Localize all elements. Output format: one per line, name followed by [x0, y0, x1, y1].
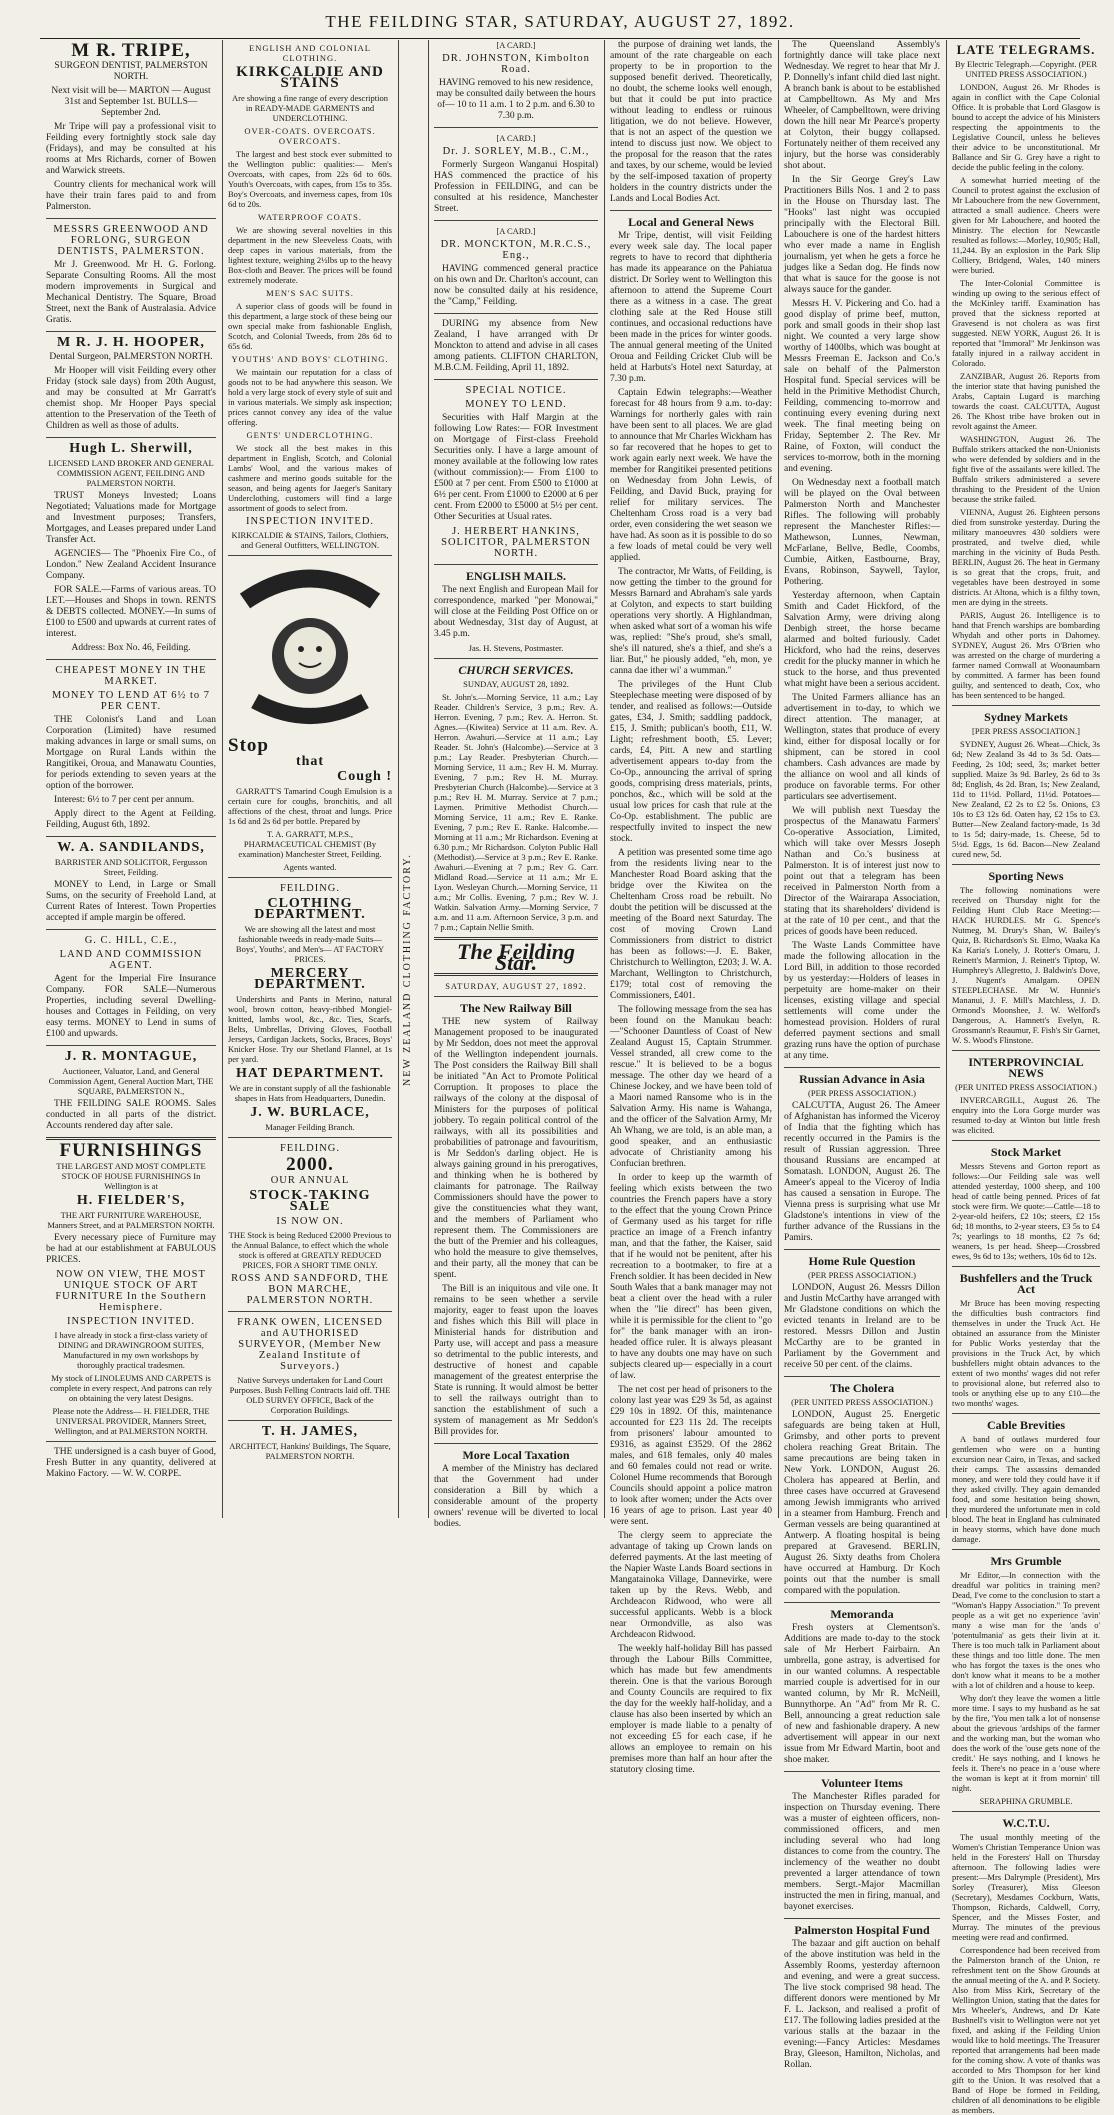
is-now-on: IS NOW ON. [276, 1216, 344, 1227]
column-2 [222, 40, 398, 1518]
local-body: A member of the Ministry has declared that the Government had under consideration a Bill by which a considerable amount of the property owners' revenue will be diverted to local bodies. [434, 1464, 598, 1529]
stocktaking-heading: STOCK-TAKING SALE [249, 1188, 371, 1214]
hospital-head: Palmerston Hospital Fund [794, 1923, 930, 1937]
stock-market-body: Messrs Stevens and Gorton report as follows:—Our Feilding sale was well attended yesterday, 1000 sheep, and 100 head of cattle being penned. Prices of fat stock were firm. We quote:—Cattle—18 to 2-year-old heifers, £2 10s; steers, £2 15s 6d; 18 months, to 2-year steers, £3 5s to £4 7s; yearlings to 18 months, £2 7s 6d; weaners, 1s per head. Sheep—Crossbred ewes, 9s 6d to 13s; wethers, 10s 6d to 12s. [952, 1161, 1100, 1261]
clothing-body: We are showing all the latest and most fashionable tweeds in ready-made Suits—Boys', Youths', and Men's— AT FACTORY PRICES. [235, 924, 385, 964]
fielder-address: THE ART FURNITURE WAREHOUSE, Manners Street, and at PALMERSTON NORTH. [47, 1210, 215, 1230]
column-rule [398, 40, 399, 1518]
hooper-name: M R. J. H. HOOPER, [57, 335, 205, 350]
fielder-body: Every necessary piece of Furniture may be had at our establishment at FABULOUS PRICES. [46, 1233, 216, 1265]
masthead: THE FEILDING STAR, SATURDAY, AUGUST 27, 1892. [325, 12, 795, 31]
annual-heading: OUR ANNUAL [270, 1175, 350, 1186]
that-heading: that [295, 754, 325, 769]
inspection-invited: INSPECTION INVITED. [245, 516, 375, 527]
mrs-grumble-body-2: Why don't they leave the women a little more time. I says to my husband as he sat by the fire, 'You men talk a lot of nonsense about the grievous 'ardships of the farmer and the working man, but the woman who does the work of the 'ouse gets none of the credit.' He says nothing, and I knows he feels it. There's no peace in a 'ouse where the woman is kept at it from mornin' till night. [952, 1693, 1100, 1793]
cough-heading: Cough ! [337, 769, 392, 784]
fielder-invited: INSPECTION INVITED. [66, 1316, 196, 1327]
overcoats-body: The largest and best stock ever submitted to the Wellington public: qualities:— Men's Overcoats, with capes, from 22s 6d to 60s. Youth's Overcoats, with capes, from 15s to 35s. Boy's Overcoats, and inverness capes, from 10s 6d to 20s. [228, 149, 392, 209]
monckton-name: DR. MONCKTON, M.R.C.S., Eng., [440, 239, 592, 261]
sherwill-title: LICENSED LAND BROKER AND GENERAL COMMISSION AGENT, FEILDING AND PALMERSTON NORTH. [48, 458, 214, 488]
year-2000: 2000. [286, 1154, 334, 1175]
memoranda-head: Memoranda [830, 1607, 894, 1621]
johnston-name: DR. JOHNSTON, Kimbolton Road. [442, 53, 590, 75]
burlace-name: J. W. BURLACE, [250, 1105, 370, 1120]
mails-body: The next English and European Mail for correspondence, marked "per Monowai," will close at the Feilding Post Office on or about Wednesday, 31st day of August, at 3.45 p.m. [434, 585, 598, 639]
cholera-head: The Cholera [829, 1381, 895, 1395]
cable-body: A band of outlaws murdered four gentlemen who were on a hunting excursion near Cairo, in Texas, and sacked their camps. The assassins demanded money, and were told they could have it if they asked civilly. They again demanded food, and some hesitation being shown, they murdered the unfortunate men in cold blood. The heat in England has culminated in heavy storms, which have done much damage. [952, 1434, 1100, 1544]
tripe-country: Country clients for mechanical work will have their train fares paid to and from Palmerston. [46, 180, 216, 212]
hat-body: We are in constant supply of all the fashionable shapes in Hats from Headquarters, Dunedin. [229, 1083, 391, 1103]
mercery-head: MERCERY DEPARTMENT. [254, 966, 366, 992]
hat-head: HAT DEPARTMENT. [235, 1066, 385, 1081]
memoranda-body: Fresh oysters at Clementson's. Additions are made to-day to the stock sale of Mr Herbert Fairbairn. An umbrella, gone astray, is advertised for in our wanted columns. A respectable married couple is advertised for in our wanted column, by Mr R. McNeill, Bunnythorpe. An "Ad" from Mr R. C. Bell, announcing a great reduction sale of new and fashionable drapery. A new advertisement will appear in our next issue from Mr Edward Martin, boot and shoe maker. [784, 1623, 940, 1765]
cholera-sub: (PER UNITED PRESS ASSOCIATION.) [791, 1397, 933, 1407]
fielder-now: NOW ON VIEW, THE MOST UNIQUE STOCK OF ART FURNITURE In the Southern Hemisphere. [55, 1269, 207, 1313]
sorley-body: Formerly Surgeon Wanganui Hospital) HAS commenced the practice of his Profession in FEILDING, and can be consulted at his residence, Manchester Street. [434, 160, 598, 214]
montague-body: THE FEILDING SALE ROOMS. Sales conducted in all parts of the district. Accounts rendered day after sale. [46, 1099, 216, 1131]
special-notice: SPECIAL NOTICE. [465, 385, 567, 396]
sandilands-body: MONEY to Lend, in Large or Small Sums, on the security of Freehold Land, at Current Rates of Interest. Town Properties accepted if ample margin be offered. [46, 880, 216, 923]
cheapest-heading: CHEAPEST MONEY IN THE MARKET. [55, 665, 207, 687]
news-col5-body-5: Yesterday afternoon, when Captain Smith and Cadet Hickford, of the Salvation Army, were driving along Denbigh street, the horse became alarmed and bolted furiously. Cadet Hickford, who had the reins, deserves credit for the plucky manner in which he stuck to the horse, and thus prevented what might have been a serious accident. [784, 591, 940, 689]
late-body-7: PARIS, August 26. Intelligence is to hand that French warships are bombarding Whydah and other ports in Dahomey. SYDNEY, August 26. Mrs O'Brien who was arrested on the charge of murdering a farmer named Cornwall at Woonaumbarn by committed. A farmer has been found guilty, and sentenced to death, Cox, who has been sentenced to be hanged. [952, 610, 1100, 700]
late-telegrams-sub: By Electric Telegraph.—Copyright. (PER UNITED PRESS ASSOCIATION.) [954, 59, 1098, 79]
corpe-body: THE undersigned is a cash buyer of Good, Fresh Butter in any quantity, delivered at Makino Factory. — W. W. CORPE. [46, 1447, 216, 1479]
railway-body: THE new system of Railway Management proposed to be inaugurated by Mr Seddon, does not meet the approval of the Wellington independent journals. The Post considers the Railway Bill shall be initiated "An Act to Promote Political Corruption. It proposes to place the railways of the colony at the disposal of Ministers for the purposes of political jobbery. To regain political control of the railways, with all its possibilities and probabilities of patronage and favouritism, is Mr Seddon's darling object. He is always gaining ground in his prerogatives, and thinking when he is bothered by claimants for patronage. The Railway Commissioners should have the power to give the constituencies what they want, and the members of Parliament who represent them. The Commissioners are the butt of the Premier and his colleagues, who hold the measure to give themselves, and their party, all the money that can be spent. [434, 1017, 598, 1280]
overcoats-head: OVER-COATS. OVERCOATS. OVERCOATS. [244, 126, 376, 146]
sandilands-name: W. A. SANDILANDS, [57, 840, 205, 855]
news-col5-body-7: We will publish next Tuesday the prospectus of the Manawatu Farmers' Co-operative Association, Limited, which will take over Messrs Joseph Nathan and Co.'s business at Palmerston. It is of interest just now to point out that a telegram has been received in Palmerston North from a Director of the Wairarapa Association, stating that its shareholders' dividend is at the rate of 10 per cent., and that the prices of goods have been reduced. [784, 806, 940, 937]
sherwill-name: Hugh L. Sherwill, [69, 441, 193, 456]
money-body: Securities with Half Margin at the following Low Rates:— FOR Investment on Mortgage of First-class Freehold Securities only. I have a large amount of money available at the following low rates (without commission):— From £100 to £500 at 7 per cent. From £500 to £1000 at 6½ per cent. From £1000 to £2000 at 6 per cent. From £2000 to £5000 at 5½ per cent. Other Securities at Usual rates. [434, 413, 598, 522]
money-lend-title: MONEY TO LEND. [465, 399, 567, 410]
home-rule-body: LONDON, August 26. Messrs Dillon and Justin McCarthy have arranged with Mr Gladstone conditions on which the evicted tenants in Ireland are to be restored. Messrs Dillon and Justin McCarthy are to be granted in Parliament by the Government and receive 50 per cent. of the claims. [784, 1283, 940, 1370]
late-body-5: WASHINGTON, August 26. The Buffalo strikers attacked the non-Unionists who were defended by soldiers and in the fight five of the assailants were killed. The Buffalo strikers administered a severe thrashing to the President of the Union because the strike failed. [952, 434, 1100, 504]
late-body-3: The Inter-Colonial Committee is winding up owing to the serious effect of the McKinley tariff. Examination has proved that the sickness reported at Gravesend is not cholera as was first suggested. NEW YORK, August 26. It is reported that "Immoral" Mr Jenkinson was fatally injured in a railway accident in Colorado. [952, 278, 1100, 368]
wctu-body: The usual monthly meeting of the Women's Christian Temperance Union was held in the Foresters' Hall on Thursday afternoon. The following ladies were present:—Mrs Dalrymple (President), Mrs Sorley (Treasurer), Miss Gleeson (Secretary), Mesdames Cockburn, Watts, Thompson, Richards, Caldwell, Corry, Spencer, and the Misses Foster, and Murray. The minutes of the previous meeting were read and confirmed. [952, 1832, 1100, 1942]
interprovincial-sub: (PER UNITED PRESS ASSOCIATION.) [955, 1082, 1097, 1092]
news-body-3: The contractor, Mr Watts, of Feilding, is now getting the timber to the ground for Messrs Barnard and Abraham's sale yards at Colyton, and expects to start building operations very shortly. A Highlandman, when asked what sort of a woman his wife was, replied: "She's proud, she's small, she's ill natured, she's a thief, and she's a liar. But," he piously added, "eh, mon, ye canna dae ither wi' a wumman." [610, 567, 772, 676]
news-body-5: A petition was presented some time ago from the residents living near to the Manchester Road Board asking that the bridge over the Kiwitea on the Cheltenham Cross road be rebuilt. No doubt the petition will be discussed at the meeting of the Board next Saturday. The cost of moving Crown Land Commissioners from district to district has been as follows:—J. E. Baker, Christchurch to Wellington, £203; J. W. A. Marchant, Wellington to Christchurch, £179; total cost of removing the Commissioners, £401. [610, 848, 772, 1001]
colonial-body: THE Colonist's Land and Loan Corporation (Limited) have resumed making advances in large or small sums, on Mortgage on Rural Lands within the Rangitikei, Oroua, and Manawatu Counties, for periods extending to seven years at the option of the borrower. [46, 715, 216, 791]
church-body: St. John's.—Morning Service, 11 a.m.; Lay Reader. Children's Service, 3 p.m.; Rev. A. Herron. Evening, 7 p.m.; Rev. A. Herron. St. Agnes.—(Kiwitea) Service at 11 a.m. Rev. A. Herron. Awahuri.—Service at 11 a.m.; Lay Reader. St. John's (Halcombe).—Service at 3 p.m.; Lay Reader. Presbyterian Church.—Morning Service, 11 a.m.; Rev H. M. Murray. Evening, 7 p.m.; Rev H. M. Murray. Presbyterian Church (Halcombe).—Service at 3 p.m.; Rev H. M. Murray. Service at 7 p.m.; Laymen. Primitive Methodist Church.—Morning Service, 11 a.m.; Rev E. Ranke. Evening, 7 p.m.; Rev E. Ranke. Halcombe.—Morning at 11 a.m.; Mr Richardson. Evening at 6.30 p.m.; Mr Richardson. Colyton Public Hall (Methodist).—Service at 3 p.m.; Rev E. Ranke. Awahuri.—Evening at 7 p.m.; Rev G. Carr. Midland Road.—Service at 11 a.m.; Mr E. Lyon. Wesleyan Church.—Morning Service, 11 a.m.; Mr Collis. Evening, 7 p.m.; Rev W. J. Watkin. Salvation Army.—Morning Service, 7 a.m. and 11 a.m. Afternoon Service, 3 p.m. and 7 p.m.; Captain Nellie Smith. [434, 692, 598, 932]
late-body: LONDON, August 26. Mr Rhodes is again in conflict with the Cape Colonial Office. It is probable that Lord Glasgow is bound to accept the advice of his Ministers respecting the appointments to the Legislative Council, unless he believes their advice to be unconstitutional. Mr Ballance and Sir G. Grey have a right to decide the public feeling in the colony. [952, 82, 1100, 172]
late-body-2: A somewhat hurried meeting of the Council to protest against the exclusion of Mr Labouchere from the new Government, attracted a small audience. Cheers were given for Mr Labouchere, and hooted the Ministry. The election for Newcastle resulted as follows:—Morley, 10,905; Hall, 11,244. By an explosion in the Park Slip Colliery, Bridgend, Wales, 140 miners were buried. [952, 175, 1100, 275]
sporting-body: The following nominations were received on Thursday night for the Feilding Hunt Club Race Meeting:— HACK HURDLES. Mr G. Spence's Nutmeg, M. Drury's Shan, W. Bailey's Quiz, B. Richardson's St. Elmo, Waaka Ka Ka Karia's Lonely, J. Rotter's Omaru, J. Reinett's Marmion, J. Reinett's Tiptop, W. Humphrey's Allegretto, J. Baldwin's Dove, J. Nugent's Amalgam. OPEN STEEPLECHASE. Mr W. Hunnie's Mananui, J. F. Mill's Matchless, J. D. Ormond's Moonshee, J. W. Welford's Dangerous, A. Hamnett's Evelyn, R. Grossmann's Reaumur, F. Fish's Sir Garnet, W. S. Wood's Flinstone. [952, 885, 1100, 1045]
clothing-head: CLOTHING DEPARTMENT. [254, 896, 366, 922]
news-col5-body: The Queensland Assembly's fortnightly dance will take place next Wednesday. We regret to hear that Mr J. P. Donnelly's infant child died last night. A branch bank is about to be established at Campbelltown. As My and Mrs Wheeler, of Campbelltown, were driving down the hill near Mr Pearce's property at Colyton, their buggy collapsed. Fortunately neither of them received any injury, but the horse was considerably shot about. [784, 40, 940, 171]
burlace-title: Manager Feilding Branch. [265, 1122, 355, 1132]
sandilands-title: BARRISTER AND SOLICITOR, Fergusson Street, Feilding. [54, 857, 208, 877]
russia-sub: (PER PRESS ASSOCIATION.) [808, 1088, 916, 1098]
sherwill-body: TRUST Moneys Invested; Loans Negotiated; Valuations made for Mortgage and Investment purposes; Transfers, Mortgages, and Leases prepared under Land Transfer Act. [46, 491, 216, 545]
sydney-body: SYDNEY, August 26. Wheat—Chick, 3s 6d; New Zealand 3s 4d to 3s 5d. Oats—Feeding, 2s 10d; seed, 3s; market better supplied. Maize 3s 9d. Barley, 2s 6d to 3s 8d; English, 4s 2d. Bran, 1s; New Zealand, 11d to 11½d. Pollard, 11½d. Potatoes—New Zealand, £2 2s to £2 5s. Onions, £3 10s to £3 12s 6d. Oaten hay, £2 15s to £3. Butter—New Zealand factory-made, 1s 3d to 1s 5d; dairy-made, 1s. Cheese, 5d to 5½d. Eggs, 1s 6d. Bacon—New Zealand cured new, 5d. [952, 739, 1100, 859]
sydney-head: Sydney Markets [984, 710, 1068, 724]
late-telegrams-head: LATE TELEGRAMS. [956, 42, 1096, 57]
james-name: T. H. JAMES, [261, 1424, 359, 1439]
wctu-head: W.C.T.U. [1002, 1816, 1050, 1830]
church-head: CHURCH SERVICES. [458, 663, 574, 677]
paper-date: SATURDAY, AUGUST 27, 1892. [445, 981, 587, 991]
james-title: ARCHITECT, Hankins' Buildings, The Square, PALMERSTON NORTH. [229, 1441, 391, 1461]
late-body-4: ZANZIBAR, August 26. Reports from the interior state that having punished the Arabs, Captain Lugard is marching towards the coast. CALCUTTA, August 26. The Khost tribe have broken out in revolt against the Ameer. [952, 371, 1100, 431]
bushfellers-body: Mr Bruce has been moving respecting the difficulties bush contractors find themselves in under the Truck Act. He obtained an assurance from the Minister for Public Works yesterday that the provisions in the Truck Act, by which bushfellers might obtain advances to the extent of two months' wages did not refer to provisional alone, but referred also to tools or anything else up to any £10—the two months' wages. [952, 1298, 1100, 1408]
sporting-head: Sporting News [988, 869, 1064, 883]
column-6 [946, 40, 1106, 2115]
sherwill-to-let: FOR SALE.—Farms of various areas. TO LET.—Houses and Shops in town. RENTS & DEBTS collected. MONEY.—In sums of £100 to £500 and upwards at current rates of interest. [46, 585, 216, 639]
montague-name: J. R. MONTAGUE, [64, 1049, 198, 1064]
news-head: Local and General News [628, 215, 754, 229]
news-col5-body-8: The Waste Lands Committee have made the following allocation in the Lord Bill, in addition to those recorded by us yesterday:—Holders of leases in perpetuity are home-maker on their licenses, existing village and special settlements will come under the homestead provision. Holders of rural deferred payment sections and small grazing runs have the option of purchase at any time. [784, 941, 940, 1061]
fielder-lino: My stock of LINOLEUMS AND CARPETS is complete in every respect, And patrons can rely on obtaining the very latest Designs. [50, 1373, 212, 1403]
gents-head: GENTS' UNDERCLOTHING. [246, 430, 374, 440]
late-body-6: VIENNA, August 26. Eighteen persons died from sunstroke yesterday. During the military manoeuvres 430 soldiers were prostrated, and twelve died, while marching in the vicinity of Buda Pesth. BERLIN, August 26. The heat in Germany is so great that the crops, fruit, and vegetables have been destroyed in some districts. At Altona, which is a filthy town, men are dying in the streets. [952, 507, 1100, 607]
tripe-name: M R. TRIPE, [71, 40, 191, 61]
tripe-visit: Next visit will be— MARTON — August 31st and September 1st. BULLS—September 2nd. [51, 86, 211, 118]
greenwood-body: Mr J. Greenwood. Mr H. G. Forlong. Separate Consulting Rooms. All the most modern improvements in Surgical and Mechanical Dentistry. The Square, Broad Street, next the Bank of Australasia. Advice Gratis. [46, 260, 216, 325]
garratt-sign: T. A. GARRATT, M.P.S., PHARMACEUTICAL CHEMIST (By examination) Manchester Street, Feilding. [238, 829, 382, 859]
owen-name: FRANK OWEN, LICENSED and AUTHORISED SURVEYOR, (Member New Zealand Institute of Surveyors.) [237, 1317, 383, 1372]
kirk-sign: KIRKCALDIE & STAINS, Tailors, Clothiers, and General Outfitters, WELLINGTON. [231, 530, 389, 550]
youths-body: We maintain our reputation for a class of goods not to be had anywhere this season. We hold a very large stock of every style of suit and in various materials. We simply ask inspection; prices cannot convey any idea of the value offering. [228, 367, 392, 427]
sydney-sub: [PER PRESS ASSOCIATION.] [972, 726, 1080, 736]
hankins-name: J. HERBERT HANKINS, SOLICITOR, PALMERSTON NORTH. [441, 526, 591, 559]
mails-head: ENGLISH MAILS. [465, 569, 567, 583]
money-lend-heading: MONEY TO LEND AT 6½ to 7 PER CENT. [51, 690, 211, 712]
suits-head: MEN'S SAC SUITS. [266, 288, 354, 298]
local-body-continued: the purpose of draining wet lands, the amount of the rate chargeable on each property to be in proportion to the supposed benefit derived. Theoretically, no doubt, the scheme looks well enough, but that it could be put into practice without leading to endless or ruinous litigation, we do not believe. However, that is not an aspect of the question we intend to discuss just now. We object to the proposal for the reason that the rates and taxes, by our scheme, would be levied by the self-imposed taxation of property holders in the country districts under the Lands and Local Bodies Act. [610, 40, 772, 204]
paper-title: The Feilding Star. [457, 939, 575, 975]
news-col5-body-2: In the Sir George Grey's Law Practitioners Bills Nos. 1 and 2 to pass in the House on Thursday last. The "Hooks" last night was occupied principally with the Electoral Bill. Labouchere is one of the hardest hitters who ever made a name in English journalism, yet when he gets a force he judges like a Sedan dog. He finds now that what is sauce for the goose is not always sauce for the gander. [784, 175, 940, 295]
church-date: SUNDAY, AUGUST 28, 1892. [463, 679, 569, 689]
local-head: More Local Taxation [462, 1448, 570, 1462]
johnston-body: HAVING removed to his new residence, may be consulted daily between the hours of— 10 to 11 a.m. 1 to 2 p.m. and 6.30 to 7.30 p.m. [436, 78, 596, 121]
card-label: [A CARD.] [496, 40, 536, 50]
furnishings-heading: FURNISHINGS [59, 1140, 203, 1161]
card-label-2: [A CARD.] [496, 133, 536, 143]
russia-head: Russian Advance in Asia [799, 1072, 925, 1086]
sorley-name: Dr. J. SORLEY, M.B., C.M., [442, 146, 590, 157]
news-col5-body-3: Messrs H. V. Pickering and Co. had a good display of prime beef, mutton, pork and small goods in their shop last night. We counted a very large show worthy of 1400lbs, which was bought at Messrs Freeman E. Jackson and Co.'s sale on behalf of the Palmerston Hospital fund. Special services will be held in the Primitive Methodist Church, Feilding, commencing to-morrow and continuing every evening during next week. The final meeting being on Friday, September 2. The Rev. Mr Raine, of Foxton, will conduct the services to-morrow, both in the morning and evening. [784, 299, 940, 474]
fielder-close: Please note the Address— H. FIELDER, THE UNIVERSAL PROVIDER, Manners Street, Wellington, and at PALMERSTON NORTH. [52, 1406, 210, 1436]
news-body-4: The privileges of the Hunt Club Steeplechase meeting were disposed of by tender, and realised as follows:—Outside gates, £34, J. Smith; saddling paddock, £15, J. Smith; publican's booth, £11, W. Light; refreshment booth, £5. Lever; cards, £4, Pitt. A new and startling advertisement appears to-day from the Co-Op., announcing the arrival of spring goods, comprising dress materials, prints, ponchos, &c., which will be sold at the usual low prices for cash that rule at the Co-Op. establishment. The public are respectfully invited to inspect the new stock. [610, 680, 772, 844]
hospital-body: The bazaar and gift auction on behalf of the above institution was held in the Assembly Rooms, yesterday afternoon and evening, and were a great success. The live stock comprised 98 head. The different donors were mentioned by Mr F. L. Jackson, and realised a profit of £17. The following ladies presided at the various stalls at the bazaar in the evening:—Fancy Articles: Mesdames Bray, Gleeson, Hamilton, Nicholas, and Rollan. [784, 1939, 940, 2070]
stock-market-head: Stock Market [990, 1145, 1062, 1159]
news-body-7: In order to keep up the warmth of feeling which exists between the two countries the French papers have a story to the effect that the young Crown Prince of Germany used as his target for rifle practice an image of a French infantry man, and that the father, the Kaiser, said that if he would not be penitent, after his recreation to a bootmaker, to fire at a French soldier. It has been decided in New South Wales that a bank manager may not beat a client over the head with a ruler when the "lie direct" has been given, while it is permissible for the client to "go for" the bank manager with an iron-headed office ruler. It is always pleasant to have any doubts one may have on such subjects cleared up— especially in a court of law. [610, 1173, 772, 1381]
hill-title: LAND AND COMMISSION AGENT. [59, 949, 203, 971]
mrs-grumble-body: Mr Editor,—In connection with the dreadful war politics in training men? Dead, I've come to the conclusion to start a "Woman's Happy Association." To prevent people as a wit get no experience 'avin' many a wise man for the 'ands o' 'potentulmania' as gets their livin at it. There is too much talk in Parliament about these things and too little done. The men who has forgot the taxes is the ones who don't know what it means to be a mother with a lot of children and a house to keep. [952, 1570, 1100, 1690]
news-body: Mr Tripe, dentist, will visit Feilding every week sale day. The local paper regrets to have to record that diphtheria has made its appearance on the Pahiatua district. Dr Sorley went to Wellington this afternoon to attend the Supreme Court there as a witness in a case. The great clothing sale at the Red House still continues, and occasional reductions have been made in the prices for winter goods. The annual general meeting of the United Oroua and Feilding Cricket Club will be held at Harbuts's Hotel next Saturday, at 7.30 p.m. [610, 231, 772, 384]
cholera-body: LONDON, August 25. Energetic safeguards are being taken at Hull, Grimsby, and other ports to prevent cholera reaching Great Britain. The same precautions are being taken in New York. LONDON, August 26. Cholera has appeared at Berlin, and three cases have occurred at Gravesend among Jewish immigrants who arrived in a steamer from Hamburg. French and German vessels are being quarantined at Antwerp. A floating hospital is being prepared at Gravesend. BERLIN, August 26. Sixty deaths from Cholera have occurred at Hamburg. Dr Koch points out that the number is small compared with the population. [784, 1410, 940, 1596]
interprovincial-body: INVERCARGILL, August 26. The enquiry into the Lora Gorge murder was resumed to-day at Winton but little fresh was elicited. [952, 1095, 1100, 1135]
news-body-8: The net cost per head of prisoners to the colony last year was £29 3s 5d, as against £29 10s in 1892. Of this, maintenance accounted for £23 11s 2d. The receipts from prisoners' labour amounted to £9316, as against £3529. Of the 2862 males, and 618 females, only 40 males and 60 females could not read or write. Colonel Hume recommends that Borough Councils should appoint a police matron to look after women; under the Acts over 16 years of age to prison. Last year 40 were sent. [610, 1385, 772, 1527]
kirk-name: KIRKCALDIE AND STAINS [236, 64, 384, 91]
news-col5-body-6: The United Farmers alliance has an advertisement in to-day, to which we direct attention. The manager, at Wellington, states that produce of every kind, either for disposal locally or for shipment, can be stored in cool chambers. Cash advances are made by the alliance on wool and all kinds of produce on favorable terms. For other particulars see advertisement. [784, 693, 940, 802]
fielder-stock: I have already in stock a first-class variety of DINING and DRAWINGROOM SUITES, Manufactured in my own workshops by thoroughly practical tradesmen. [54, 1330, 208, 1370]
monckton-body: HAVING commenced general practice on his own and Dr. Charlton's account, can now be consulted daily at his residence, the "Camp," Feilding. [434, 264, 598, 307]
mercery-body: Undershirts and Pants in Merino, natural wool, brown cotton, heavy-ribbed Mongiel-knitted, lambs wool, &c., &c. Ties, Scarfs, Belts, Umbrellas, Driving Gloves, Football Jerseys, Cardigan Jackets, Socks, Braces, Boys' Knicker Hose. Try our Shetland Flannel, at 1s per yard. [228, 994, 392, 1064]
greenwood-name: MESSRS GREENWOOD AND FORLONG, SURGEON DENTISTS, PALMERSTON. [53, 224, 209, 257]
interprovincial-head: INTERPROVINCIAL NEWS [968, 1055, 1084, 1080]
ross-sandford: ROSS AND SANDFORD, THE BON MARCHE, PALMERSTON NORTH. [231, 1273, 389, 1306]
fielder-name: H. FIELDER'S, [76, 1193, 186, 1208]
tripe-body: Mr Tripe will pay a professional visit to Feilding every fortnightly stock sale day (Fridays), and may be consulted at his rooms at Mrs Richards, corner of Bowen and Warwick streets. [46, 122, 216, 176]
column-3 [428, 40, 604, 1529]
sherwill-address: Address: Box No. 46, Feilding. [71, 643, 191, 653]
wctu-body-2: Correspondence had been received from the Palmerston branch of the Union, re refreshment tent on the Show Grounds at the annual meeting of the A. and P. Society. Also from Miss Kirk, Secretary of the Wellington Union, stating that the dates for Mrs Wheeler's, Andrews, and Dr Kate Bushnell's visit to Wellington were not yet fixed, and asking if the Feilding Union would like to hold meetings. The Treasurer reported that arrangements had been made for the coming show. A vote of thanks was accorded to Mrs Thompson for her kind gift to the Union. It was resolved that a Band of Hope be formed in Feilding, children of all denominations to be eligible as members. [952, 1945, 1100, 2115]
stop-heading: Stop [228, 735, 269, 756]
feilding-label: FEILDING. [279, 883, 341, 894]
news-body-6: The following message from the sea has been found on the Manukau beach:—"Schooner Dauntless of Coast of New Zealand August 15, Captain Strummer. Vessel stranded, all crew come to the rescue." It is believed to be a bogus message. The other day we heard of a Chinese Jockey, and we have been told of a Maori named Ransome who is in the Salvation Army. His name is Wahanga, and the officer of the Salvation Army, Mr Ah Whang, we are told, is an able man, a good speaker, and an enthusiastic advocate of Christianity among his Confucian brethren. [610, 1005, 772, 1169]
garratt-powders-illustration [235, 561, 385, 731]
hill-name: G. C. HILL, C.E., [84, 935, 178, 946]
volunteer-head: Volunteer Items [821, 1776, 903, 1790]
fielder-intro: THE LARGEST AND MOST COMPLETE STOCK OF HOUSE FURNISHINGS In Wellington is at [56, 1161, 206, 1191]
masthead-rule [40, 38, 1080, 39]
colonial-apply: Apply direct to the Agent at Feilding. Feilding, August 6th, 1892. [46, 809, 216, 830]
news-body-2: Captain Edwin telegraphs:—Weather forecast for 48 hours from 9 a.m. to-day: Warnings for northerly gales with rain have been sent to all places. We are glad to announce that Mr Charles Wickham has so far recovered that he hopes to get to work again early next week. We have the member for Rangitikei presented petitions on Wednesday from John Lewis, of Feilding, and David Buck, praying for relief for military services. The Cheltenham Cross road is a very bad order, even considering the wet season we have had. As soon as it is possible to do so a few loads of metal could be very well applied. [610, 388, 772, 563]
sherwill-agencies: AGENCIES— The "Phoenix Fire Co., of London." New Zealand Accident Insurance Company. [46, 549, 216, 581]
russia-body: CALCUTTA, August 26. The Ameer of Afghanistan has informed the Viceroy of India that the fighting which has recently occurred in the Pamirs is the result of Russian aggression. Three thousand Russians are encamped at Somatash. LONDON, August 26. The Ameer's appeal to the Viceroy of India has caused a sensation in Europe. The Vienna press is surprising what use Mr Gladstone's intentions in view of the further advance of the Russians in the Pamirs. [784, 1101, 940, 1243]
volunteer-body: The Manchester Rifles paraded for inspection on Thursday evening. There was a muster of eighteen officers, non-commissioned officers, and men including several who had long distances to come from the country. The inclemency of the weather no doubt prevented a larger attendance of town members. Sergt.-Major Macmillan instructed the men in firing, manual, and bayonet exercises. [784, 1792, 940, 1912]
cable-head: Cable Brevities [986, 1418, 1066, 1432]
stock-body: THE Stock is being Reduced £2000 Previous to the Annual Balance, to effect which the whole stock is offered at GREATLY REDUCED PRICES, FOR A SHORT TIME ONLY. [228, 1230, 392, 1270]
column-4 [604, 40, 778, 1775]
column-5 [778, 40, 946, 2070]
kirk-intro: Are showing a fine range of every description in READY-MADE GARMENTS and UNDERCLOTHING. [231, 93, 388, 123]
waterproof-head: WATERPROOF COATS. [258, 212, 362, 222]
suits-body: A superior class of goods will be found in this department, a large stock of these being our own special make from fashionable English, Scotch, and Colonial Tweeds, from 28s 6d to 65s 6d. [228, 301, 392, 351]
hooper-body: Mr Hooper will visit Feilding every other Friday (stock sale days) from 20th August, and may be consulted at Mr Garratt's chemist shop. Mr Hooper Pays special attention to the Preservation of the Teeth of Children as well as those of adults. [46, 366, 216, 431]
gents-body: We stock all the best makes in this department in English, Scotch, and Colonial Lambs' Wool, and the various makes of cashmere and merino goods suitable for the season, and being agents for Jaeger's Sanitary Underclothing, customers will find a large assortment of goods to select from. [228, 443, 392, 513]
agents-wanted: Agents wanted. [283, 862, 337, 872]
montague-title: Auctioneer, Valuator, Land, and General Commission Agent, General Auction Mart, THE SQUARE, PALMERSTON N., [48, 1066, 214, 1096]
mrs-grumble-head: Mrs Grumble [990, 1554, 1062, 1568]
column-1 [40, 40, 222, 1518]
card-label-3: [A CARD.] [496, 226, 536, 236]
owen-body: Native Surveys undertaken for Land Court Purposes. Bush Felling Contracts laid off. THE OLD SURVEY OFFICE, Back of the Corporation Buildings. [229, 1375, 391, 1415]
news-col5-body-4: On Wednesday next a football match will be played on the Oval between Palmerston North and Manchester Rifles. The following will probably represent the Manchester Rifles:—Mathewson, Lunnes, Newman, McFarlane, Bellve, Bedle, Coombs, Cumbie, Aitken, Eastbourne, Bray, Evans, Robinson, Saywell, Taylor, Pothering. [784, 478, 940, 587]
mails-sign: Jas. H. Stevens, Postmaster. [468, 643, 564, 653]
feilding-label-2: FEILDING. [279, 1143, 341, 1154]
news-body-9: The clergy seem to appreciate the advantage of taking up Crown lands on deferred payments. At the last meeting of the Napier Waste Lands Board sections in Mangatainoka Village, Dannevirke, were taken up by the Revs. Webb, and Archdeacon Ridwood, who were all successful applicants. Webb is a block near Ormondville, as also was Archdeacon Ridwood. [610, 1531, 772, 1640]
kirk-head: ENGLISH AND COLONIAL CLOTHING. [249, 43, 371, 63]
colonial-interest: Interest: 6½ to 7 per cent per annum. [54, 795, 195, 805]
garratt-body: GARRATT'S Tamarind Cough Emulsion is a certain cure for coughs, bronchitis, and all affections of the chest, throat and lungs. Price 1s 6d and 2s 6d per bottle. Prepared by [228, 786, 392, 826]
news-more: The weekly half-holiday Bill has passed through the Labour Bills Committee, which has made but few amendments therein. One is that the various Borough and County Councils are required to fix the day for the weekly half-holiday, and a clause has also been inserted by which an employer is made liable to a penalty of not exceeding £5 for each case, if he allows an employee to remain on his premises more than half an hour after the statutory closing time. [610, 1644, 772, 1775]
home-rule-head: Home Rule Question [808, 1254, 916, 1268]
home-rule-sub: (PER PRESS ASSOCIATION.) [808, 1270, 916, 1280]
sidebar-banner: NEW ZEALAND CLOTHING FACTORY. [402, 853, 413, 1087]
railway-head: The New Railway Bill [460, 1001, 572, 1015]
hooper-title: Dental Surgeon, PALMERSTON NORTH. [49, 352, 213, 362]
hill-body: Agent for the Imperial Fire Insurance Company. FOR SALE—Numerous Properties, including several Dwelling-houses and Cottages in Feilding, on very easy terms. MONEY to Lend in sums of £100 and upwards. [46, 974, 216, 1039]
bushfellers-head: Bushfellers and the Truck Act [959, 1271, 1093, 1296]
tripe-title: SURGEON DENTIST, PALMERSTON NORTH. [54, 61, 208, 82]
charlton-body: DURING my absence from New Zealand, I have arranged with Dr Monckton to attend and advise in all cases among patients. CLIFTON CHARLTON, M.B.C.M. Feilding, April 11, 1892. [434, 319, 598, 373]
youths-head: YOUTHS' AND BOYS' CLOTHING. [231, 354, 389, 364]
mrs-grumble-sign: SERAPHINA GRUMBLE. [979, 1796, 1073, 1806]
railway-body-2: The Bill is an iniquitous and vile one. It remains to be seen whether a servile majority, eager to feast upon the loaves and fishes which this Bill will place in Ministerial hands for distribution and Party use, will accept and pass a measure so detrimental to the public interests, and destructive of honest and capable management of the greatest enterprise the State is running. It would almost be better to sell the railways outright than to sanction the establishment of such a system of management as Mr Seddon's Bill provides for. [434, 1284, 598, 1437]
waterproof-body: We are showing several novelties in this department in the new Sleeveless Coats, with deep capes in various materials, from the lightest texture, weighing 2½lbs up to the heavy Box-cloth and Beaver. The prices will be found extremely moderate. [228, 225, 392, 285]
